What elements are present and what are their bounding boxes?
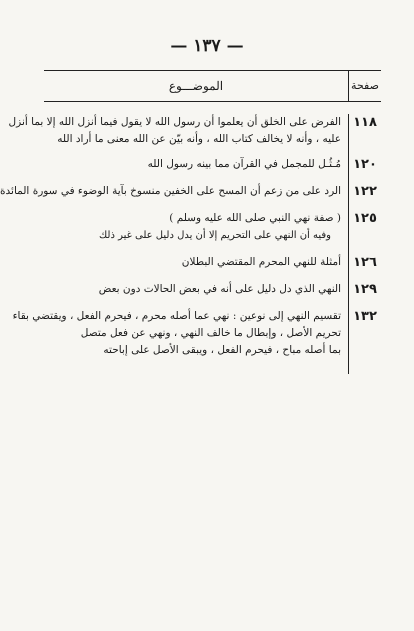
entry-title [0,183,349,200]
entry-line: ( صفة نهي النبي صلى الله عليه وسلم ) [169,212,341,224]
table-of-contents [0,70,381,359]
entry-line: النهي الذي دل دليل على أنه في بعض الحالات دون بعض [98,283,341,295]
entry-page-number: ١١٨ [353,115,377,130]
entry-line: تحريم الأصل ، وإبطال ما خالف النهي ، ونهي عن فعل متصل [80,327,341,339]
entry-line: مُـثُـل للمجمل في القرآن مما بينه رسول الله [147,158,341,170]
page-number: — ١٣٧ — [170,36,244,56]
entry-line: وفيه أن النهي على التحريم إلا أن يدل دليل على غير ذلك [98,230,331,241]
entry-title [44,254,349,271]
entry-line: أمثلة للنهي المحرم المقتضي البطلان [181,256,341,268]
toc-entry[interactable] [44,281,381,298]
toc-entry[interactable] [44,210,381,244]
entry-title [44,210,349,244]
entry-page-number: ١٢٢ [353,184,377,199]
entry-line: الفرض على الخلق أن يعلموا أن رسول الله لا يقول فيما أنزل الله إلا بما أنزل [8,116,341,128]
toc-entry[interactable] [44,254,381,271]
column-divider [348,114,349,374]
entry-page-number: ١٢٦ [353,255,377,270]
entry-title [44,281,349,298]
header-page-label: صفحة [348,71,381,101]
entry-line: عليه ، وأنه لا يخالف كتاب الله ، وأنه بيّن عن الله معنى ما أراد الله [57,133,341,145]
toc-entry[interactable] [0,183,381,200]
toc-entry[interactable] [44,156,381,173]
entry-page-number: ١٢٥ [353,211,377,226]
header-title-label: الموضـــوع [168,79,224,93]
table-header [44,71,381,102]
entry-title [13,308,349,359]
entry-title [44,156,349,173]
toc-entry[interactable] [12,308,381,359]
entry-line: الرد على من زعم أن المسح على الخفين منسوخ بآية الوضوء في سورة المائدة [0,185,341,197]
table-body [0,114,381,359]
entry-page-number: ١٢٩ [353,282,377,297]
entry-line: تقسيم النهي إلى نوعين : نهي عما أصله محرم ، فيحرم الفعل ، ويقتضي بقاء [12,310,341,322]
toc-entry[interactable] [8,114,381,148]
entry-page-number: ١٣٢ [353,309,377,324]
entry-line: بما أصله مباح ، فيحرم الفعل ، ويبقى الأصل على إباحته [103,344,341,356]
entry-page-number: ١٢٠ [353,157,377,172]
entry-title [9,114,349,148]
